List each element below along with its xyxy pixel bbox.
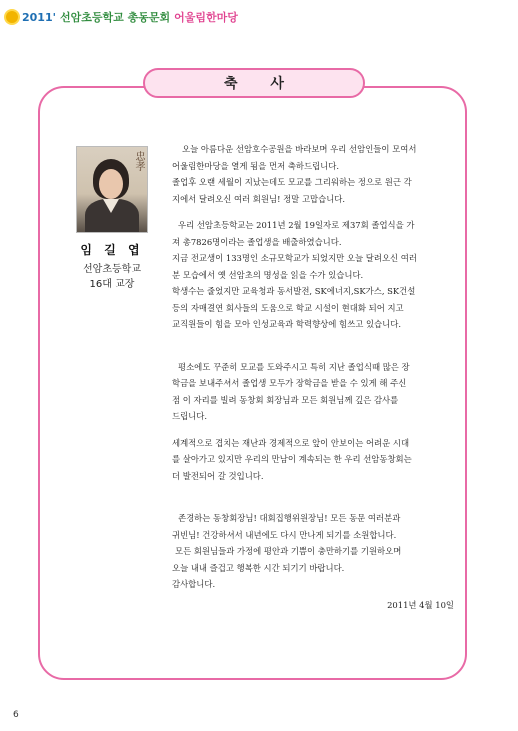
title-tab xyxy=(143,68,365,98)
photo-calligraphy: 忠孝 xyxy=(133,151,144,171)
text-line: 감사합니다. xyxy=(172,579,216,589)
text-line: 졸업후 오랜 세월이 지났는데도 모교를 그리워하는 정으로 원근 각 xyxy=(172,177,412,187)
text-line: 드립니다. xyxy=(172,411,208,421)
speaker-caption xyxy=(64,241,160,292)
header-school: 선암초등학교 총동문회 xyxy=(59,11,171,24)
text-line: 더 발전되어 갈 것입니다. xyxy=(172,470,264,481)
text-line: 어울림한마당을 열게 됨을 먼저 축하드립니다. xyxy=(172,160,340,171)
text-line: 분 모습에서 옛 선암초의 명성을 읽을 수가 있습니다. xyxy=(172,269,364,280)
paragraph xyxy=(172,359,454,425)
text-line: 우리 선암초등학교는 2011년 2월 19일자로 제37회 졸업식을 가 xyxy=(178,220,415,230)
paragraph-gap xyxy=(172,425,454,435)
paragraph xyxy=(172,435,454,485)
header-year: 2011' xyxy=(22,10,56,24)
text-line: 존경하는 동창회장님! 대회집행위원장님! 모든 동문 여러분과 xyxy=(178,513,401,523)
text-line: 세계적으로 겹치는 재난과 경제적으로 앞이 안보이는 어려운 시대 xyxy=(172,437,410,448)
page-number: 6 xyxy=(13,710,19,720)
speech-body xyxy=(172,141,454,613)
text-line: 지에서 달려오신 여러 회원님! 정말 고맙습니다. xyxy=(172,193,346,204)
speaker-position: 16대 교장 xyxy=(89,279,135,290)
speaker-name: 임 길 엽 xyxy=(80,243,144,257)
paragraph xyxy=(172,217,454,333)
speaker-school: 선암초등학교 xyxy=(83,264,141,275)
sun-icon xyxy=(6,11,18,23)
text-line: 점 이 자리를 빌려 동창회 회장님과 모든 회원님께 깊은 감사를 xyxy=(172,394,399,405)
text-line: 를 살아가고 있지만 우리의 만남이 계속되는 한 우리 선암동창회는 xyxy=(172,454,412,464)
text-line: 오늘 아름다운 선암호수공원을 바라보며 우리 선암인들이 모여서 xyxy=(182,144,417,154)
paragraph-gap xyxy=(172,207,454,217)
text-line: 학생수는 줄었지만 교육청과 동서발전, SK에너지,SK가스, SK건설 xyxy=(172,286,416,296)
photo-face xyxy=(99,169,123,199)
header-event: 어울림한마당 xyxy=(174,11,238,24)
paragraph xyxy=(172,141,454,207)
text-line: 모든 회원님들과 가정에 평안과 기쁨이 충만하기를 기원하오며 xyxy=(175,546,402,556)
page-title: 축 사 xyxy=(224,76,298,92)
text-line: 오늘 내내 즐겁고 행복한 시간 되기기 바랍니다. xyxy=(172,562,345,573)
paragraph-gap xyxy=(172,333,454,359)
text-line: 교직원들이 힘을 모아 인성교육과 학력향상에 힘쓰고 있습니다. xyxy=(172,319,401,329)
text-line: 져 총7826명이라는 졸업생을 배출하였습니다. xyxy=(172,236,342,247)
page-header xyxy=(6,8,238,26)
text-line: 등의 자매결연 회사들의 도움으로 학교 시설이 현대화 되어 지고 xyxy=(172,302,404,313)
paragraph-gap xyxy=(172,484,454,510)
text-line: 평소에도 꾸준히 모교를 도와주시고 특히 지난 졸업식때 많은 장 xyxy=(178,361,410,372)
text-line: 학금을 보내주셔서 졸업생 모두가 장학금을 받을 수 있게 해 주신 xyxy=(172,378,407,388)
paragraph xyxy=(172,510,454,593)
speech-date: 2011년 4월 10일 xyxy=(387,599,454,610)
speaker-photo xyxy=(76,146,148,233)
text-line: 지금 전교생이 133명인 소규모학교가 되었지만 오늘 달려오신 여러 xyxy=(172,253,417,263)
text-line: 귀빈님! 건강하셔서 내년에도 다시 만나게 되기를 소원합니다. xyxy=(172,529,397,540)
